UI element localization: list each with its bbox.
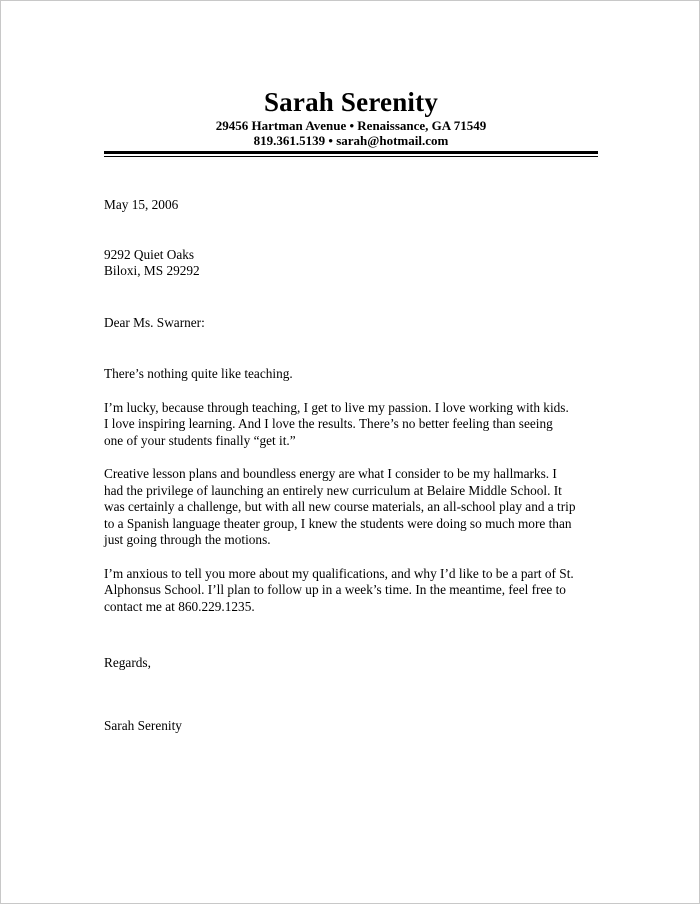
paragraph-line: Alphonsus School. I’ll plan to follow up in a week’s time. In the meantime, feel free to <box>104 582 566 597</box>
paragraph-line: to a Spanish language theater group, I knew the students were doing so much more than <box>104 515 572 531</box>
paragraph-line: had the privilege of launching an entirely new curriculum at Belaire Middle School. It <box>104 482 562 498</box>
recipient-address-line: 9292 Quiet Oaks <box>104 246 195 262</box>
letterhead <box>104 86 598 148</box>
paragraph <box>104 466 604 549</box>
recipient-address-line: Biloxi, MS 29292 <box>104 263 200 278</box>
paragraph-line: I’m lucky, because through teaching, I get to live my passion. I love working with kids. <box>104 399 569 415</box>
sender-address: 29456 Hartman Avenue • Renaissance, GA 71549 <box>215 118 487 133</box>
letterhead-rule-thin <box>104 156 598 157</box>
closing: Regards, <box>104 655 151 670</box>
paragraph-line: contact me at 860.229.1235. <box>104 598 255 614</box>
paragraph-line: There’s nothing quite like teaching. <box>104 366 293 381</box>
paragraph <box>104 366 604 383</box>
paragraph <box>104 400 604 450</box>
salutation: Dear Ms. Swarner: <box>104 314 205 330</box>
sender-contact: 819.361.5139 • sarah@hotmail.com <box>253 133 449 148</box>
letter-date: May 15, 2006 <box>104 197 179 212</box>
paragraph-line: was certainly a challenge, but with all new course materials, an all-school play and a trip <box>104 499 576 514</box>
paragraph <box>104 566 604 616</box>
paragraph-line: Creative lesson plans and boundless energy are what I consider to be my hallmarks. I <box>104 466 557 481</box>
sender-name: Sarah Serenity <box>263 87 439 117</box>
letterhead-rule-thick <box>104 151 598 154</box>
letter-body <box>104 197 604 734</box>
signature-name: Sarah Serenity <box>104 717 182 733</box>
paragraph-line: I love inspiring learning. And I love the results. There’s no better feeling than seeing <box>104 416 553 431</box>
paragraph-line: just going through the motions. <box>104 532 271 547</box>
paragraph-line: one of your students finally “get it.” <box>104 432 296 448</box>
paragraph-line: I’m anxious to tell you more about my qualifications, and why I’d like to be a part of St. <box>104 565 574 581</box>
